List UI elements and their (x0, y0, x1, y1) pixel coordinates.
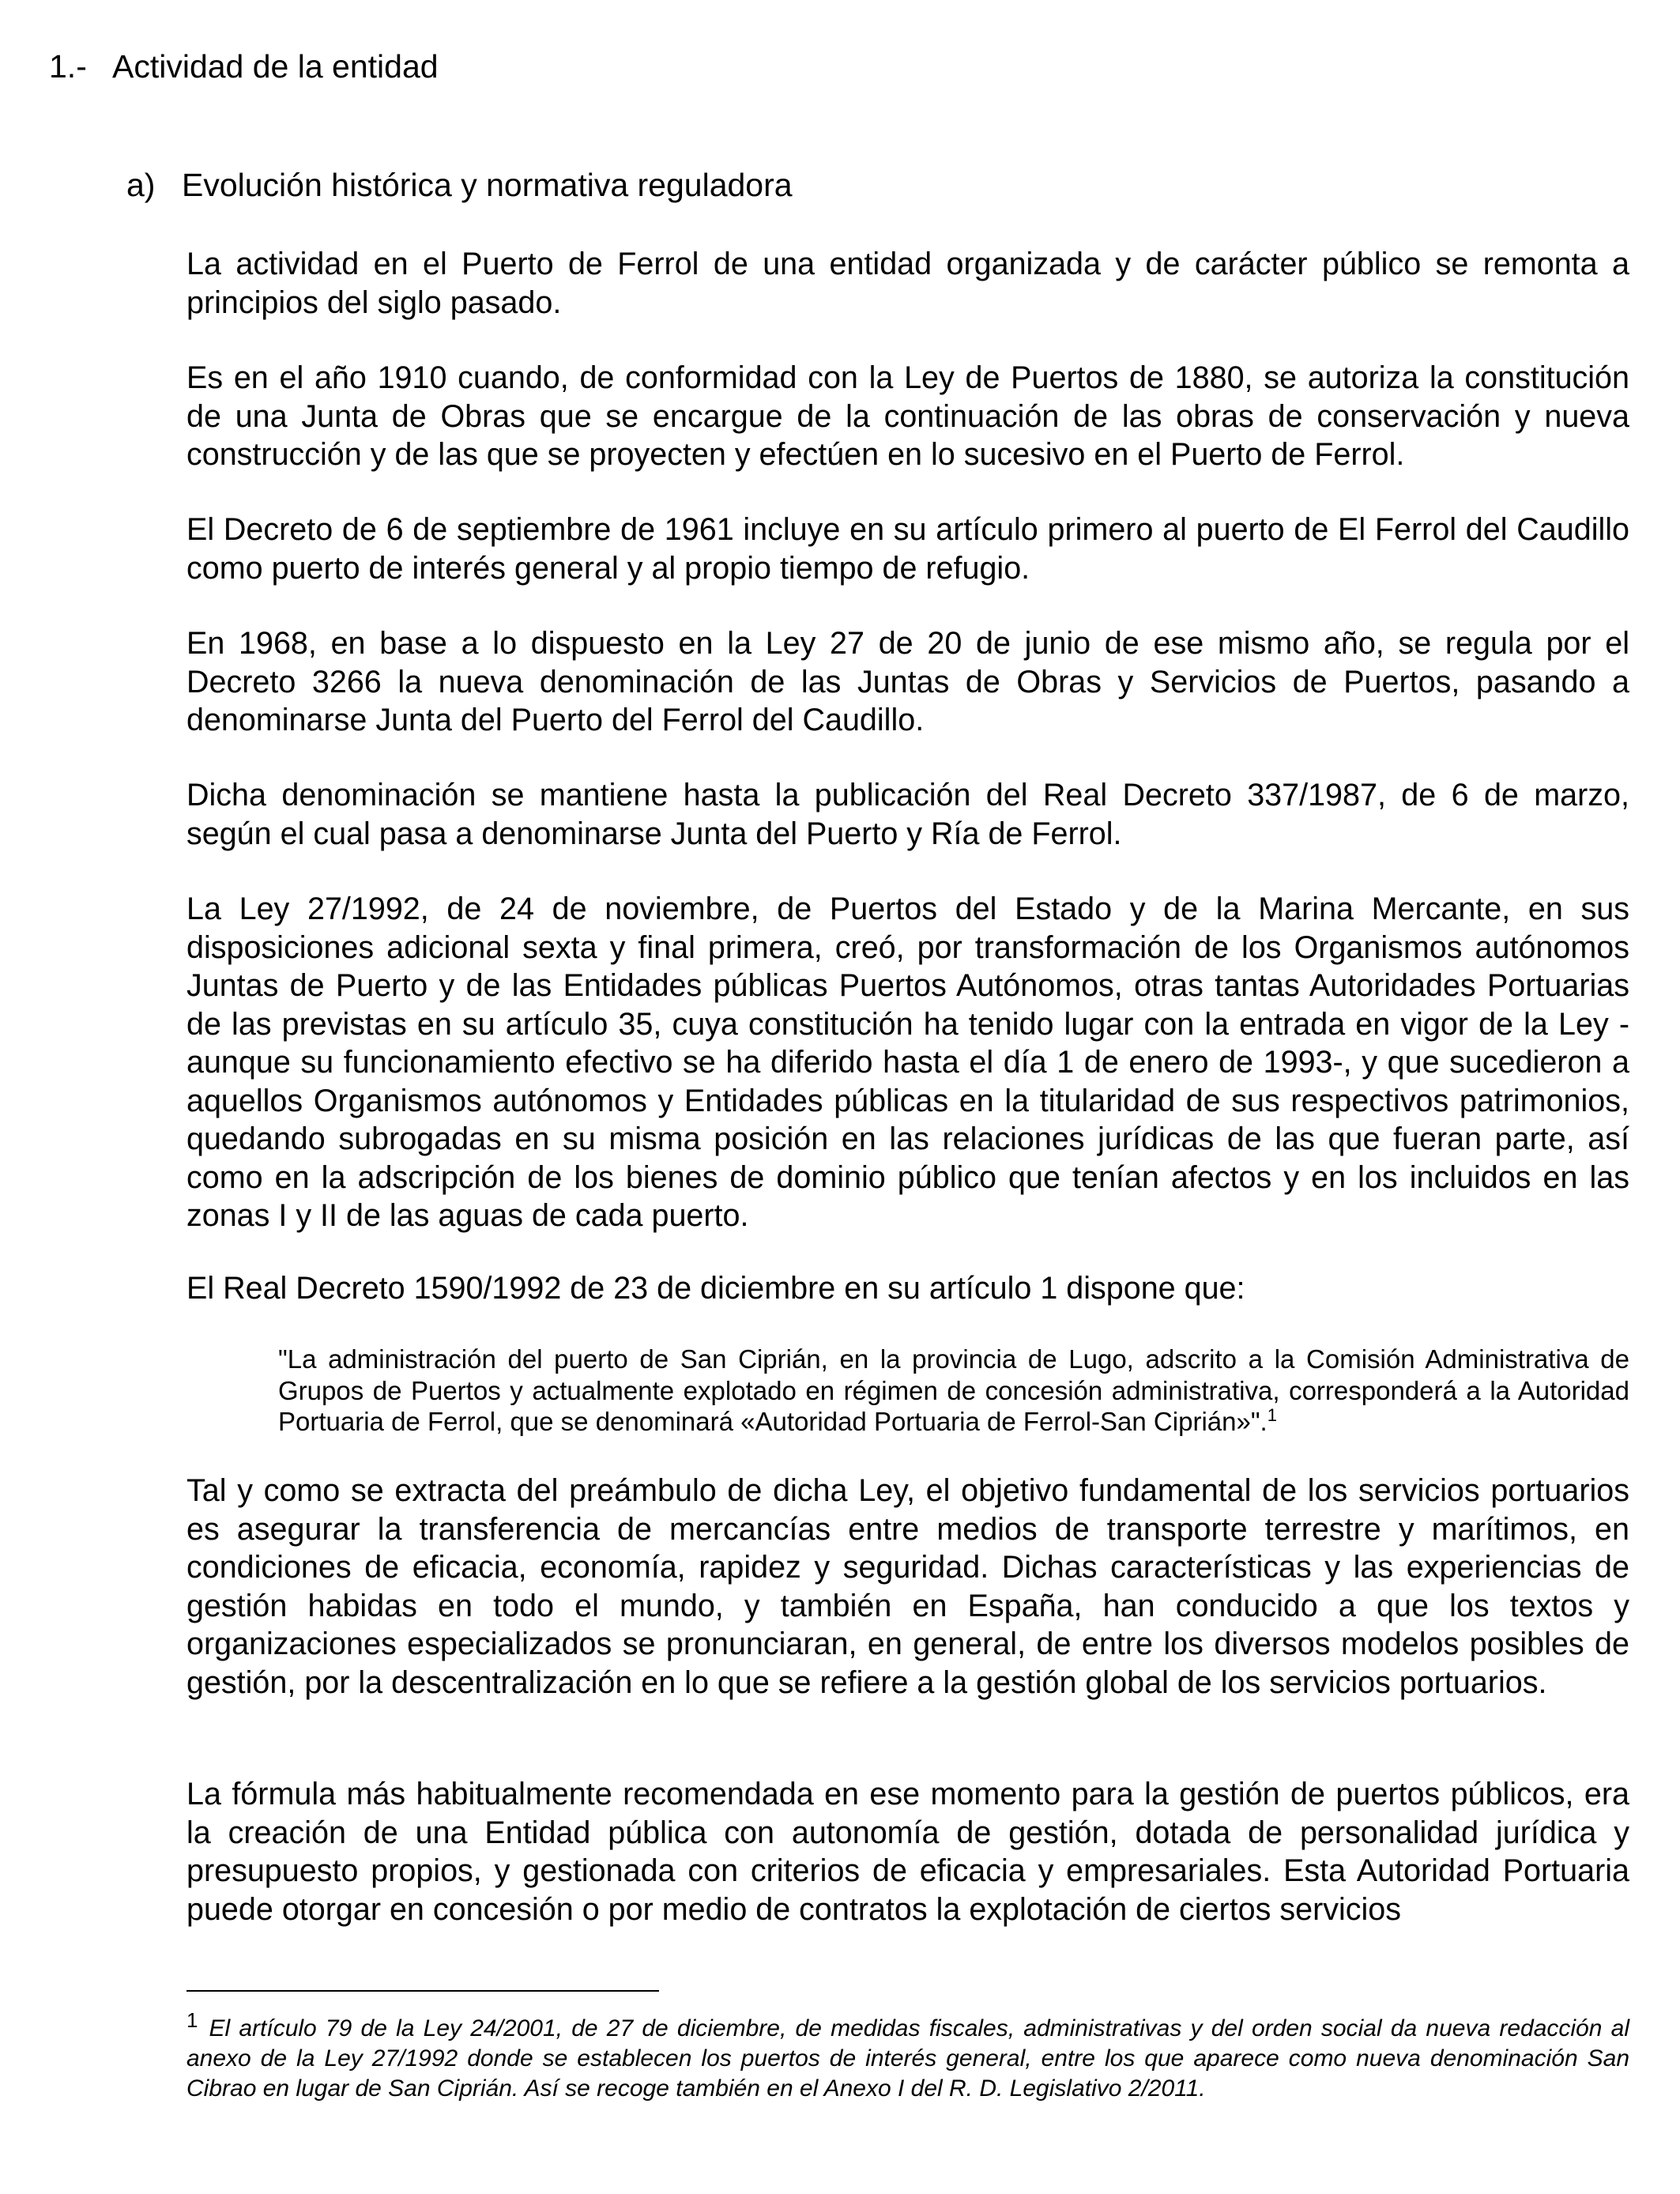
paragraph: La fórmula más habitualmente recomendada en ese momento para la gestión de puertos públicos, era la creación de una Entidad pública con autonomía de gestión, dotada de personalidad jurídica y presupuesto propios, y gestionada con criterios de eficacia y empresariales. Esta Autoridad Portuaria puede otorgar en concesión o por medio de contratos la explotación de ciertos servicios (186, 1777, 1629, 1927)
paragraph: El Decreto de 6 de septiembre de 1961 incluye en su artículo primero al puerto de El Ferrol del Caudillo como puerto de interés general y al propio tiempo de refugio. (186, 512, 1629, 586)
paragraph: Dicha denominación se mantiene hasta la publicación del Real Decreto 337/1987, de 6 de marzo, según el cual pasa a denominarse Junta del Puerto y Ría de Ferrol. (186, 778, 1629, 851)
paragraph: La Ley 27/1992, de 24 de noviembre, de Puertos del Estado y de la Marina Mercante, en sus disposiciones adicional sexta y final primera, creó, por transformación de los Organismos autónomos Juntas de Puerto y de las Entidades públicas Puertos Autónomos, otras tantas Autoridades Portuarias de las previstas en su artículo 35, cuya constitución ha tenido lugar con la entrada en vigor de la Ley -aunque su funcionamiento efectivo se ha diferido hasta el día 1 de enero de 1993-, y que sucedieron a aquellos Organismos autónomos y Entidades públicas en la titularidad de sus respectivos patrimonios, quedando subrogadas en su misma posición en las relaciones jurídicas de las que fueran parte, así como en la adscripción de los bienes de dominio público que tenían afectos y en los incluidos en las zonas I y II de las aguas de cada puerto. (186, 892, 1629, 1233)
legal-quote (278, 1344, 1629, 1438)
section-heading (49, 46, 439, 87)
quote-text: "La administración del puerto de San Ciprián, en la provincia de Lugo, adscrito a la Comisión Administrativa de Grupos de Puertos y actualmente explotado en régimen de concesión administrativa, corresponderá a la Autoridad Portuaria de Ferrol, que se denominará «Autoridad Portuaria de Ferrol-San Ciprián»". (278, 1344, 1629, 1436)
paragraph: En 1968, en base a lo dispuesto en la Ley 27 de 20 de junio de ese mismo año, se regula por el Decreto 3266 la nueva denominación de las Juntas de Obras y Servicios de Puertos, pasando a denominarse Junta del Puerto del Ferrol del Caudillo. (186, 626, 1629, 737)
subsection-title: Evolución histórica y normativa reguladora (182, 167, 793, 203)
section-title: Actividad de la entidad (112, 48, 439, 85)
footnote-reference: 1 (1267, 1405, 1277, 1425)
footnote (186, 2008, 1629, 2104)
paragraph: Tal y como se extracta del preámbulo de dicha Ley, el objetivo fundamental de los servicios portuarios es asegurar la transferencia de mercancías entre medios de transporte terrestre y marítimos, en condiciones de eficacia, economía, rapidez y seguridad. Dichas características y las experiencias de gestión habidas en todo el mundo, y también en España, han conducido a que los textos y organizaciones especializados se pronunciaran, en general, de entre los diversos modelos posibles de gestión, por la descentralización en lo que se refiere a la gestión global de los servicios portuarios. (186, 1473, 1629, 1700)
paragraph: La actividad en el Puerto de Ferrol de una entidad organizada y de carácter público se remonta a principios del siglo pasado. (186, 247, 1629, 320)
section-number: 1.- (49, 48, 87, 85)
footnote-text: El artículo 79 de la Ley 24/2001, de 27 de diciembre, de medidas fiscales, administrativas y del orden social da nueva redacción al anexo de la Ley 27/1992 donde se establecen los puertos de interés general, entre los que aparece como nueva denominación San Cibrao en lugar de San Ciprián. Así se recoge también en el Anexo I del R. D. Legislativo 2/2011. (186, 2015, 1629, 2102)
subsection-heading (126, 164, 793, 205)
subsection-label: a) (126, 167, 156, 203)
footnote-separator (186, 1990, 659, 1992)
footnote-mark: 1 (186, 2008, 198, 2032)
paragraph: Es en el año 1910 cuando, de conformidad con la Ley de Puertos de 1880, se autoriza la constitución de una Junta de Obras que se encargue de la continuación de las obras de conservación y nueva construcción y de las que se proyecten y efectúen en lo sucesivo en el Puerto de Ferrol. (186, 360, 1629, 472)
paragraph: El Real Decreto 1590/1992 de 23 de diciembre en su artículo 1 dispone que: (186, 1271, 1245, 1306)
